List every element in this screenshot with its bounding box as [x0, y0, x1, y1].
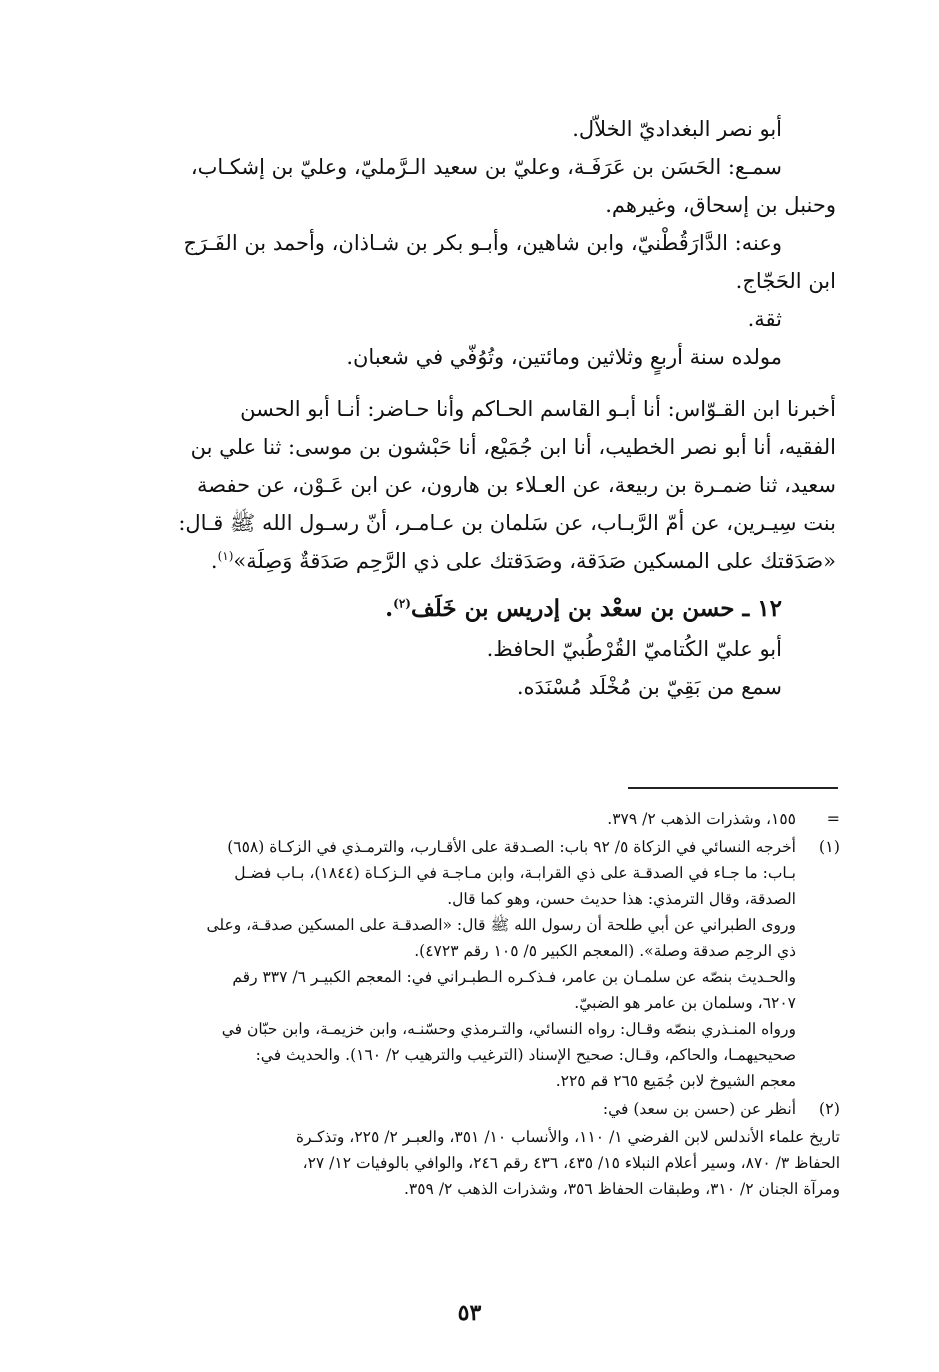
footnote-marker: (٢) [818, 1099, 840, 1118]
main-text [130, 110, 836, 706]
page-number: ٥٣ [457, 1300, 482, 1326]
isnad-line: بنت سِيـرين، عن أمّ الرَّبـاب، عن سَلمان بن عـامـر، أنّ رسـول الله ﷺ قـال: [178, 511, 836, 535]
footnote-2 [130, 1096, 840, 1122]
hadith-text [130, 542, 836, 580]
footnote-marker: (١) [818, 837, 840, 856]
footnote-line: ١٥٥، وشذرات الذهب ٢/ ٣٧٩. [607, 810, 796, 828]
entry-heading [130, 588, 782, 630]
hadith-end: . [210, 549, 218, 573]
footnote-ref[interactable]: (٢) [393, 596, 411, 611]
footnote-line: ذي الرحِم صدقة وصلة». (المعجم الكبير ٥/ ١٠٥ رقم ٤٧٢٣). [414, 942, 796, 960]
footnote-body [130, 806, 796, 832]
footnote-line: والحـديث بنصّه عن سلمـان بن عامر، فـذكـره الـطبـراني في: المعجم الكبيـر ٦/ ٣٣٧ رقم [232, 968, 796, 986]
footnote-body [130, 834, 796, 1094]
footnote-line: أخرجه النسائي في الزكاة ٥/ ٩٢ باب: الصـدقة على الأقـارب، والترمـذي في الزكـاة (٦٥٨) [227, 838, 796, 856]
isnad-line: الفقيه، أنا أبو نصر الخطيب، أنا ابن جُمَيْع، أنا حَبْشون بن موسى: ثنا علي بن [190, 435, 836, 459]
footnote-line: بـاب: ما جـاء في الصدقـة على ذي القرابـة، وابن مـاجـة في الـزكـاة (١٨٤٤)، بـاب فضـل [234, 864, 796, 882]
footnote-1 [130, 834, 840, 1094]
footnote-line: وروى الطبراني عن أبي طلحة أن رسول الله ﷺ قال: «الصدقـة على المسكين صدقـة، وعلى [206, 916, 796, 934]
footnote-line: ومرآة الجنان ٢/ ٣١٠، وطبقات الحفاظ ٣٥٦، وشذرات الذهب ٢/ ٣٥٩. [403, 1180, 840, 1198]
footnote-line: صحيحيهمـا، والحاكم، وقـال: صحيح الإسناد (الترغيب والترهيب ٢/ ١٦٠). والحديث في: [255, 1046, 796, 1064]
entry-line: سمع من بَقِيّ بن مُخْلَد مُسْنَدَه. [516, 675, 782, 699]
footnote-continuation [130, 806, 840, 832]
footnote-line: معجم الشيوخ لابن جُمَيع ٢٦٥ قم ٢٢٥. [555, 1072, 796, 1090]
footnote-separator [628, 787, 838, 789]
text-line: ثقة. [747, 307, 782, 331]
footnote-line: ورواه المنـذري بنصّه وقـال: رواه النسائي، والتـرمذي وحسّنـه، وابن خزيمـة، وابن حبّان في [221, 1020, 796, 1038]
footnote-marker: = [826, 809, 840, 828]
entry-block [130, 588, 836, 706]
footnote-line: الحفاظ ٣/ ٨٧٠، وسير أعلام النبلاء ١٥/ ٤٣٥، ٤٣٦ رقم ٢٤٦، والوافي بالوفيات ١٢/ ٢٧، [302, 1154, 840, 1172]
footnote-body [130, 1096, 796, 1122]
entry-line: أبو عليّ الكُتاميّ القُرْطُبيّ الحافظ. [486, 637, 782, 661]
entry-title: ١٢ ـ حسن بن سعْد بن إدريس بن خَلَف [410, 595, 782, 622]
entry-heading-end: . [385, 595, 394, 622]
footnote-line: الصدقة، وقال الترمذي: هذا حديث حسن، وهو كما قال. [447, 890, 796, 908]
text-line: وحنبل بن إسحاق، وغيرهم. [605, 193, 836, 217]
text-line: وعنه: الدَّارَقُطْنيّ، وابن شاهين، وأبـو بكر بن شـاذان، وأحمد بن الفَـرَج [183, 231, 782, 255]
footnotes [130, 806, 840, 1202]
isnad-line: أخبرنا ابن القـوّاس: أنا أبـو القاسم الحـاكم وأنا حـاضر: أنـا أبو الحسن [240, 397, 836, 421]
footnote-line: تاريخ علماء الأندلس لابن الفرضي ١/ ١١٠، والأنساب ١٠/ ٣٥١، والعبـر ٢/ ٢٢٥، وتذكـرة [295, 1128, 840, 1146]
hadith-quote: «صَدَقتك على المسكين صَدَقة، وصَدَقتك على ذي الرَّحِم صَدَقةٌ وَصِلَة» [233, 549, 836, 573]
text-line: مولده سنة أربعٍ وثلاثين ومائتين، وتُوُفّي في شعبان. [346, 345, 782, 369]
isnad-line: سعيد، ثنا ضمـرة بن ربيعة، عن العـلاء بن هارون، عن ابن عَـوْن، عن حفصة [197, 473, 836, 497]
footnote-2-continued [130, 1124, 840, 1202]
text-line: ابن الحَجّاج. [735, 269, 836, 293]
text-line: سمـع: الحَسَن بن عَرَفَـة، وعليّ بن سعيد الـرَّمليّ، وعليّ بن إشكـاب، [190, 155, 782, 179]
footnote-line: ٦٢٠٧، وسلمان بن عامر هو الضبيّ. [574, 994, 796, 1012]
footnote-line: أنظر عن (حسن بن سعد) في: [602, 1100, 796, 1118]
text-line: أبو نصر البغداديّ الخلاّل. [572, 117, 782, 141]
footnote-ref[interactable]: (١) [217, 549, 234, 563]
